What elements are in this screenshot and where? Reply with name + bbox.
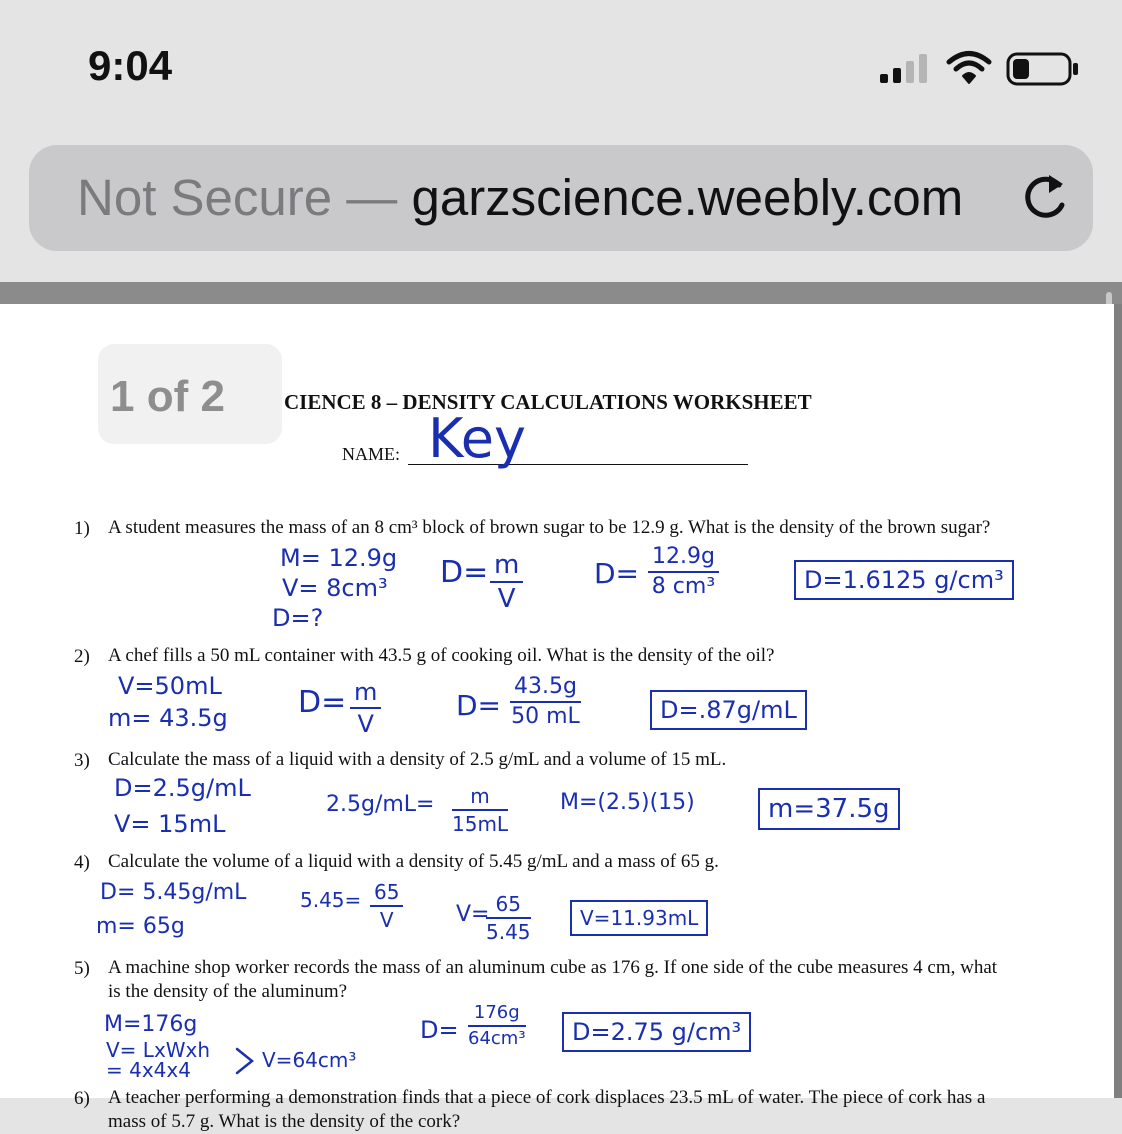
- handwritten-work: M= 12.9g: [280, 544, 398, 572]
- question-number: 2): [74, 646, 90, 667]
- question-text: A student measures the mass of an 8 cm³ block of brown sugar to be 12.9 g. What is the density of the brown sugar?: [108, 517, 991, 538]
- handwritten-fraction: $\frac{65}{5.45}$: [486, 892, 531, 944]
- document-page: [0, 304, 1114, 1132]
- cellular-signal-icon: [878, 52, 932, 84]
- answer-box: D=2.75 g/cm³: [562, 1012, 751, 1052]
- handwritten-work: V=64cm³: [262, 1048, 357, 1072]
- handwritten-work: V=50mL: [118, 672, 222, 700]
- answer-box: m=37.5g: [758, 788, 900, 830]
- handwritten-work: D=: [298, 685, 347, 720]
- url-domain: garzscience.weebly.com: [411, 169, 964, 226]
- handwritten-fraction: $\frac{m}{V}$: [350, 680, 381, 736]
- handwritten-bracket: [234, 1046, 258, 1076]
- handwritten-work: D= 5.45g/mL: [100, 880, 247, 905]
- handwritten-fraction: $\frac{m}{V}$: [490, 552, 523, 612]
- page-indicator-text: 1 of 2: [110, 372, 225, 421]
- handwritten-fraction: $\frac{65}{V}$: [370, 882, 403, 930]
- document-viewer[interactable]: [0, 282, 1122, 1132]
- handwritten-work: V= 8cm³: [282, 574, 388, 602]
- handwritten-work: D=: [594, 557, 640, 590]
- handwritten-work: D=: [420, 1016, 459, 1044]
- handwritten-work: m= 43.5g: [108, 704, 228, 732]
- handwritten-work: D=2.5g/mL: [114, 774, 251, 802]
- handwritten-work: M=176g: [104, 1012, 198, 1037]
- handwritten-work: M=(2.5)(15): [560, 790, 695, 815]
- handwritten-fraction: $\frac{43.5g}{50 mL}$: [511, 674, 580, 729]
- handwritten-fraction: $\frac{m}{15mL}$: [452, 784, 509, 836]
- question-number: 6): [74, 1088, 90, 1109]
- wifi-icon: [946, 50, 992, 86]
- question-text: Calculate the mass of a liquid with a density of 2.5 g/mL and a volume of 15 mL.: [108, 749, 727, 770]
- viewer-top-strip: [0, 282, 1122, 304]
- handwritten-work: D=: [456, 689, 502, 722]
- status-time: 9:04: [88, 42, 173, 89]
- handwritten-work: V= 15mL: [114, 810, 226, 838]
- security-label: Not Secure —: [77, 169, 398, 226]
- handwritten-name: Key: [428, 407, 526, 470]
- name-label: NAME:: [342, 444, 400, 464]
- handwritten-work: m= 65g: [96, 914, 185, 939]
- answer-box: V=11.93mL: [570, 900, 708, 936]
- worksheet-title: CIENCE 8 – DENSITY CALCULATIONS WORKSHEET: [284, 390, 812, 414]
- question-text: A teacher performing a demonstration finds that a piece of cork displaces 23.5 mL of water. The piece of cork has a mass of 5.7 g. What is the density of the cork?: [108, 1087, 986, 1132]
- question-text: A machine shop worker records the mass of an aluminum cube as 176 g. If one side of the cube measures 4 cm, what is the density of the aluminum?: [108, 957, 998, 1002]
- handwritten-work: = 4x4x4: [106, 1058, 191, 1082]
- question-text: A chef fills a 50 mL container with 43.5 g of cooking oil. What is the density of the oil?: [108, 645, 775, 666]
- handwritten-work: 5.45=: [300, 888, 362, 912]
- answer-box: D=1.6125 g/cm³: [794, 560, 1014, 600]
- address-bar[interactable]: [29, 145, 1093, 251]
- status-bar: [0, 0, 1122, 130]
- handwritten-work: V= LxWxh: [106, 1038, 211, 1062]
- handwritten-work: D=?: [272, 604, 324, 632]
- question-number: 4): [74, 852, 90, 873]
- reload-icon[interactable]: [1019, 171, 1071, 225]
- handwritten-fraction: $\frac{176g}{\text{64cm³}}$: [468, 1002, 526, 1049]
- url-display[interactable]: [77, 169, 963, 227]
- question-text: Calculate the volume of a liquid with a density of 5.45 g/mL and a mass of 65 g.: [108, 851, 719, 872]
- battery-icon: [1006, 52, 1080, 86]
- question-number: 3): [74, 750, 90, 771]
- handwritten-work: 2.5g/mL=: [326, 792, 435, 817]
- handwritten-work: V=: [456, 902, 490, 927]
- handwritten-fraction: $\frac{12.9g}{\text{8 cm³}}$: [648, 546, 719, 598]
- handwritten-work: D=: [440, 555, 489, 590]
- question-number: 1): [74, 518, 90, 539]
- page-indicator: [98, 344, 282, 444]
- answer-box: D=.87g/mL: [650, 690, 807, 730]
- question-number: 5): [74, 958, 90, 979]
